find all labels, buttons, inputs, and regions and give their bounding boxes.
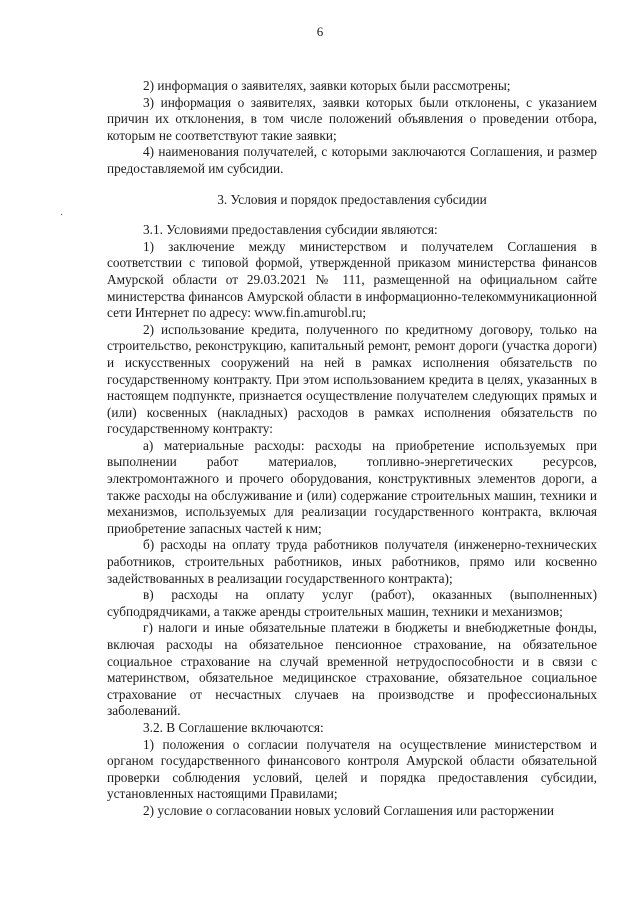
clause-3-1-item-2: 2) использование кредита, полученного по кредитному договору, только на строительство, реконструкцию, капитальный ремонт, ремонт дороги (участка дороги) и искусственных сооружений на ней в рамках исполнения обязательств по государственному контракту. При этом использованием кредита в целях, указанных в настоящем подпункте, признается осуществление получателем следующих прямых и (или) косвенных (накладных) расходов в рамках исполнения обязательств по государственному контракту: — [107, 321, 597, 437]
clause-3-1-intro: 3.1. Условиями предоставления субсидии являются: — [143, 222, 438, 238]
margin-mark: · — [60, 210, 64, 221]
page-number: 6 — [316, 24, 324, 39]
clause-3-2-item-2: 2) условие о согласовании новых условий Соглашения или расторжении — [143, 802, 555, 818]
paragraph-item-3: 3) информация о заявителях, заявки которых были отклонены, с указанием причин их отклонения, в том числе положений объявления о проведении отбора, которым не соответствуют такие заявки; — [107, 94, 597, 143]
document-body — [107, 78, 597, 820]
section-heading: 3. Условия и порядок предоставления субсидии — [217, 191, 487, 207]
subitem-g: г) налоги и иные обязательные платежи в бюджеты и внебюджетные фонды, включая расходы на обязательное пенсионное страхование, на обязательное социальное страхование на случай временной нетрудоспособности и в связи с материнством, обязательное медицинское страхование, обязательное социальное страхование от несчастных случаев на производстве и профессиональных заболеваний. — [107, 620, 597, 719]
paragraph-item-2: 2) информация о заявителях, заявки которых были рассмотрены; — [143, 78, 511, 93]
clause-3-2-item-1: 1) положения о согласии получателя на осуществление министерством и органом государственного финансового контроля Амурской области обязательной проверки соблюдения условий, целей и порядка предоставления субсидии, установленных настоящими Правилами; — [107, 736, 597, 802]
clause-3-2-intro: 3.2. В Соглашение включаются: — [143, 719, 324, 735]
paragraph-item-4: 4) наименования получателей, с которыми заключаются Соглашения, и размер предоставляемой им субсидии. — [107, 144, 597, 176]
subitem-a: а) материальные расходы: расходы на приобретение используемых при выполнении работ материалов, топливно-энергетических ресурсов, электромонтажного и прочего оборудования, конструктивных элементов дороги, а также расходы на обслуживание и (или) содержание строительных машин, техники и механизмов, используемых для реализации государственного контракта, включая приобретение запасных частей к ним; — [107, 437, 597, 536]
subitem-v: в) расходы на оплату услуг (работ), оказанных (выполненных) субподрядчиками, а также аренды строительных машин, техники и механизмов; — [107, 587, 597, 619]
subitem-b: б) расходы на оплату труда работников получателя (инженерно-технических работников, строительных работников, иных работников, прямо или косвенно задействованных в реализации государственного контракта); — [107, 537, 597, 586]
clause-3-1-item-1: 1) заключение между министерством и получателем Соглашения в соответствии с типовой формой, утвержденной приказом министерства финансов Амурской области от 29.03.2021 № 111, размещенной на официальном сайте министерства финансов Амурской области в информационно-телекоммуникационной сети Интернет по адресу: www.fin.amurobl.ru; — [107, 238, 597, 321]
